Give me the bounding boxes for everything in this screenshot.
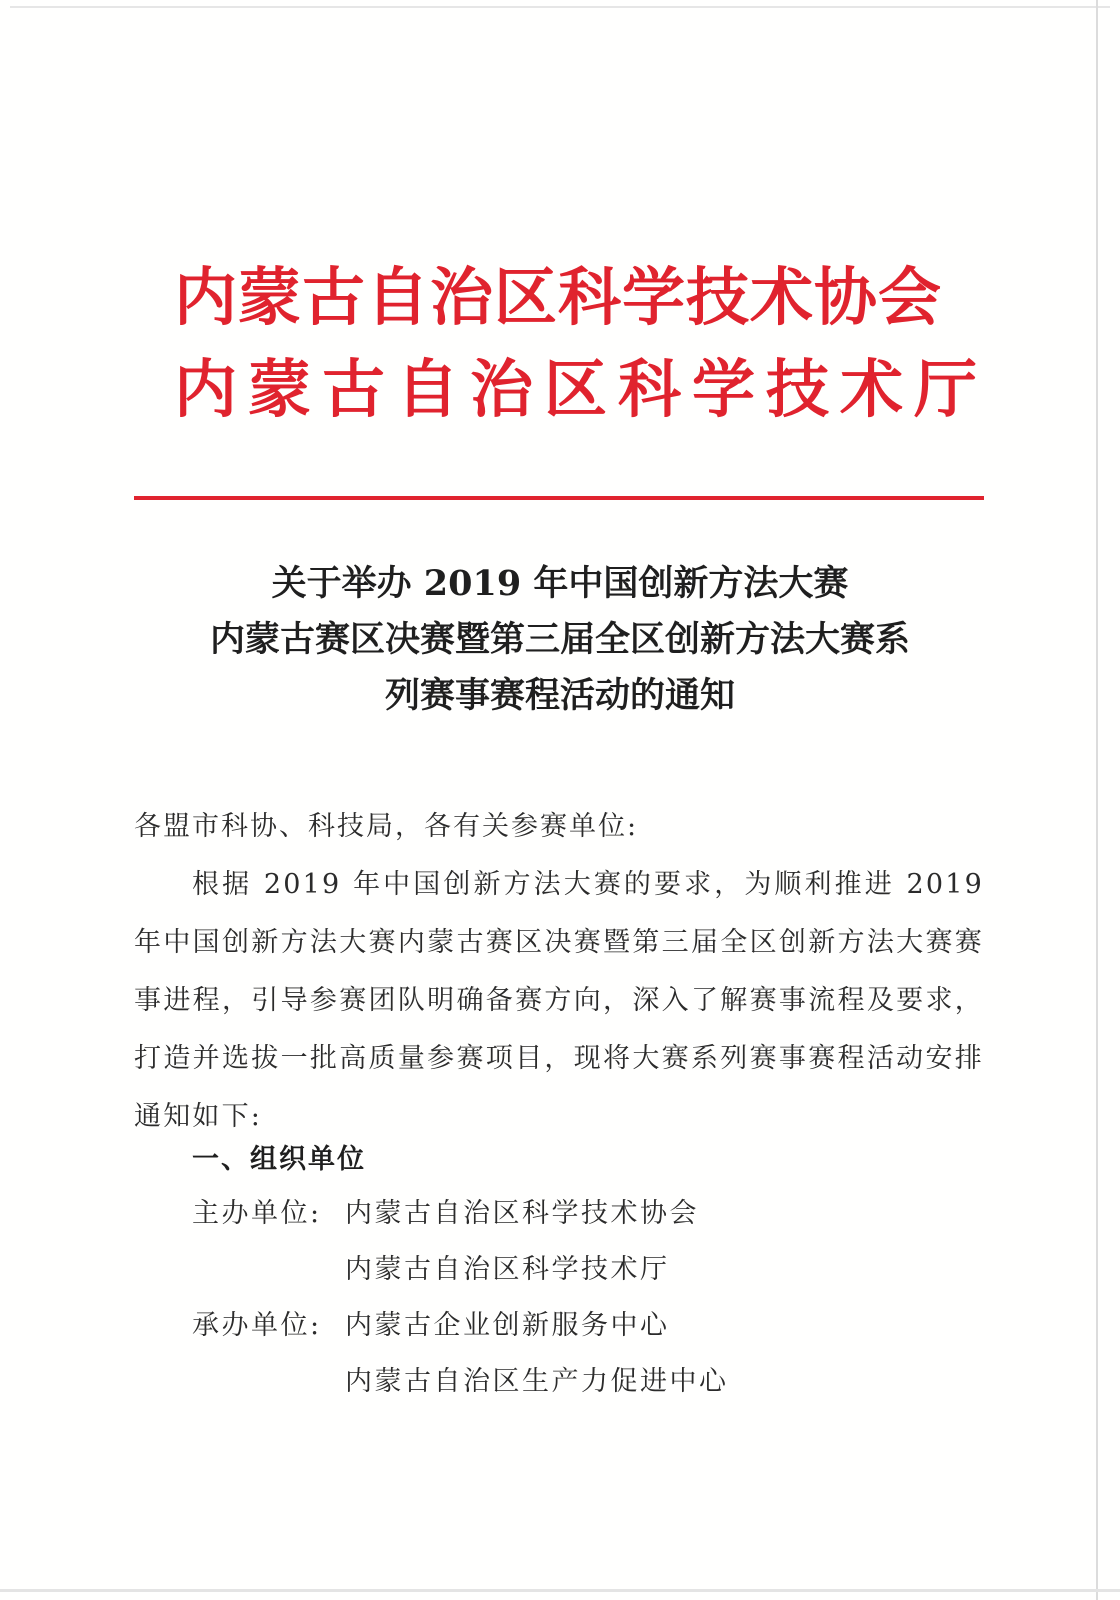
scan-edge-bottom (0, 1589, 1120, 1592)
host-unit-1: 内蒙古自治区科学技术协会 (345, 1198, 699, 1229)
issuer-name-line-2: 内蒙古自治区科学技术厅 (174, 353, 988, 426)
document-title-line-3: 列赛事赛程活动的通知 (384, 675, 735, 716)
host-unit-2: 内蒙古自治区科学技术厅 (345, 1254, 670, 1285)
organizer-units-label: 承办单位: (192, 1310, 322, 1341)
host-units-label: 主办单位: (192, 1198, 322, 1229)
document-body (134, 798, 984, 1146)
document-title-line-2: 内蒙古赛区决赛暨第三届全区创新方法大赛系 (209, 619, 910, 660)
organizer-unit-1: 内蒙古企业创新服务中心 (345, 1310, 670, 1341)
organizer-unit-2: 内蒙古自治区生产力促进中心 (345, 1366, 729, 1397)
document-title-line-1: 关于举办 2019 年中国创新方法大赛 (271, 563, 849, 604)
salutation: 各盟市科协、科技局，各有关参赛单位: (134, 811, 639, 842)
scan-edge-right (1096, 0, 1098, 1600)
issuer-name-line-1: 内蒙古自治区科学技术协会 (174, 261, 942, 334)
scan-edge-top (10, 6, 1110, 8)
body-paragraph-1: 根据 2019 年中国创新方法大赛的要求，为顺利推进 2019 年中国创新方法大赛内蒙古赛区决赛暨第三届全区创新方法大赛赛事进程，引导参赛团队明确备赛方向，深入了解赛事流程及要求，打造并选拔一批高质量参赛项目，现将大赛系列赛事赛程活动安排通知如下: (134, 869, 984, 1132)
section-heading-organizers: 一、组织单位 (192, 1144, 366, 1175)
red-header-rule (134, 496, 984, 500)
document-title (130, 556, 990, 724)
